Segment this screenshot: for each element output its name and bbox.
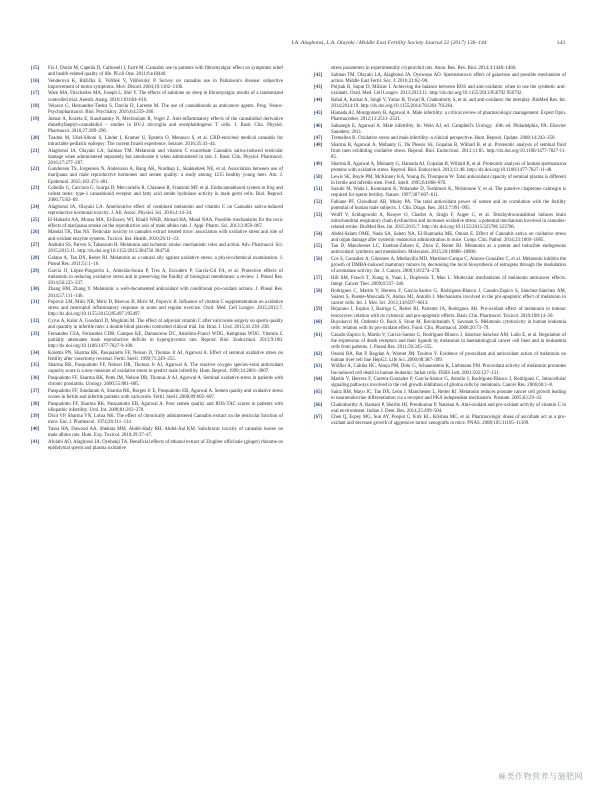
reference-entry: [31, 402, 283, 414]
reference-number: [50]: [314, 174, 323, 180]
reference-text: Popovic LM, Mitic NR, Miric D, Bisevac B, Miric M, Popovic B. Influence of vitamin C supplementation on oxidative stress and neutrophil inflammatory response in acute and regular exercise. Oxid. Med. Cell Longev. 2015;2015:7. http://dx.doi.org/10.1155/2015/295497 295497.: [48, 300, 283, 318]
reference-text: Sharma RK, Pasqualotto FF, Nelson DR, Thomas Jr AJ, Agarwal A. The reactive oxygen species–total antioxidant capacity score is a new measure of oxidative stress to predict male infertility. Hum. Reprod. 1999;14:2801–2807.: [48, 363, 283, 375]
reference-text: Sharma R, Agarwal A, Mohanty G, Du Plessis SS, Gopalan B, Willard B, et al. Proteomic analysis of seminal fluid from men exhibiting oxidative stress. Reprod. Biol. Endocrinol. 2013;11:85. http://dx.doi.org/10.1186/1477-7827-11-85.: [331, 142, 566, 161]
reference-text: Cobellis G, Cacciola G, Scarpa D, Meccariello R, Chianese R, Franzoni MF, et al. Endocannabinoid system in frog and rodent testis: type-1 cannabinoid receptor and fatty acid amide hydrolase activity in male germ cells. Biol. Reprod. 2006;75:82–89.: [48, 186, 283, 204]
reference-text: Suzuki M, Wada I, Kominami K, Watanabe D, Toshimori K, Nishimune Y, et al. The putative chaperone calmegin is required for sperm fertility. Nature. 1997;387:607–611.: [331, 187, 566, 199]
reference-entry: [31, 363, 283, 375]
reference-entry: [314, 213, 566, 231]
reference-text: Galano A, Tan DX, Reiter RJ. Melatonin as a natural ally against oxidative stress: a physicochemical examination. J. Pineal Res. 2011;51:1–16.: [48, 255, 283, 268]
reference-entry: [314, 289, 566, 307]
reference-text: Rahal A, Kumar A, Singh V, Yadav B, Tiwari R, Chakraborty S, et al. and anti-oxidants: the interplay. BioMed Res. Int. 2014;2014:19. http://dx.doi.org/10.1155/2014/761264 761264.: [331, 98, 566, 110]
reference-text: Wölfler A, Caluba HC, Abuja PM, Dohr G, Schauenstein K, Liebmann PM. Prooxidant activity of melatonin promotes fas-induced cell death in human leukemic Jurkat cells. FEBS Lett. 2001;502:127–131.: [331, 364, 566, 376]
reference-number: [42]: [314, 72, 323, 78]
reference-entry: [31, 136, 283, 148]
reference-text: Afolabi AO, Alagbonsi IA, Oyebanji TA. Beneficial effects of ethanol extract of Zingiber officinale (ginger) rhizome on epididymal sperm and plasma oxidative: [48, 439, 283, 451]
reference-entry: [314, 320, 566, 332]
reference-text: Pasqualotto FF, Sharma RK, Pasqualotto EB, Agarwal A. Poor semen quality and ROS-TAC scores in patients with idiopathic infertility. Urol. Int. 2008;81:263–270.: [48, 401, 283, 413]
reference-text: Fabiane PF, Choudhari AR, Muley PA. The total antioxidant power of semen and its correlation with the fertility potential of human male subjects. J. Clin. Diagn. Res. 2013;7:991–995.: [331, 199, 566, 212]
reference-number: [18]: [31, 104, 40, 110]
reference-entry: [31, 186, 283, 204]
reference-number: [24]: [31, 204, 40, 210]
reference-text: Osseni RA, Rat P, Bogdan A, Warnet JM, Touitou Y. Evidence of prooxidant and antioxidant action of melatonin on human liver cell line HepG2. Life Sci. 2000;68:387–399.: [331, 351, 566, 363]
reference-number: [64]: [314, 377, 323, 383]
reference-entry: [31, 300, 283, 318]
reference-number: [39]: [31, 414, 40, 420]
reference-text: Bejarano I, Espino J, Barriga C, Reiter RJ, Pariente JA, Rodríguez AB. Pro-oxidant effect of melatonin in tumour leucocytes: relation with its cytotoxic and pro-apoptotic effects. Basic Clin. Pharmacol. Toxicol. 2010;108:14–20.: [331, 307, 566, 319]
reference-text: Abdel-Salam OME, Nada SA, Salem NA, El-Shamarka ME, Omara E. Effect of Cannabis sativa on oxidative stress and organ damage after systemic endotoxin administration in mice. Comp. Clin. Pathol. 2014;23:1069–1085.: [331, 231, 566, 243]
reference-entry: [314, 307, 566, 319]
reference-number: [59]: [314, 307, 323, 313]
reference-text: Buyukavci M, Ozdemir O, Buck S, Stout M, Ravindranath Y, Savasan S. Melatonin cytotoxicity in human leukemia cells: relation with its pro-oxidant effect. Fund. Clin. Pharmacol. 2006;20:73–79.: [331, 320, 566, 332]
reference-entry: [314, 175, 566, 187]
running-title: I.A. Alagbonsi, L.A. Olayaki / Middle East Fertility Society Journal 22 (2017) 136–144: [291, 40, 487, 46]
reference-entry: [314, 98, 566, 110]
reference-entry: [314, 333, 566, 351]
reference-number: [62]: [314, 351, 323, 357]
reference-number: [33]: [31, 331, 40, 337]
reference-number: [29]: [31, 268, 40, 274]
reference-number: [65]: [314, 389, 323, 395]
reference-number: [47]: [314, 136, 323, 142]
reference-text: Salman TM, Olayaki LA, Alagbonsi IA, Oyewopo AO. Spermatotoxic effect of galactose and possible mechanism of action. Middle East Fertil. Soc. J. 2016;21:82–90.: [331, 72, 566, 84]
reference-entry: [31, 117, 283, 135]
reference-number: [15]: [31, 66, 40, 71]
reference-number: [53]: [314, 212, 323, 218]
reference-text: Venderová K, Růžička E, Voříšek V, Višňovský P. Survey on cannabis use in Parkinson's disease: subjective improvement of motor symptoms. Mov. Disord. 2004;19:1102–1106.: [48, 78, 283, 90]
reference-entry: [31, 332, 283, 350]
reference-entry: [31, 440, 283, 452]
watermark-text: 麻类作物营养与施肥网: [498, 772, 583, 781]
references-right-column: [314, 66, 566, 428]
reference-text: Sharma R, Agarwal A, Mohanty G, Hamada AJ, Gopalan B, Willard B, et al. Proteomic analysis of human spermatozoa proteins with oxidative stress. Reprod. Biol. Endocrinol. 2013;11:48. http://dx.doi.org/10.1186/1477-7827-11-48.: [331, 161, 566, 173]
reference-entry: [314, 257, 566, 275]
reference-text: Dixit VP, Sharma VN, Lohia NK. The effect of chronically administered Cannabis extract on the testicular function of mice. Eur. J. Pharmacol. 1974;26:111–114.: [48, 414, 283, 426]
reference-text: Poljsak B, Suput D, Milisav I. Achieving the balance between ROS and anti-oxidants: when to use the synthetic anti-oxidants. Oxid. Med. Cell Longev. 2013;2013:11. http://dx.doi.org/10.1155/2013/956792 956792.: [331, 85, 566, 97]
reference-number: [49]: [314, 161, 323, 167]
reference-text: Tremellen K. Oxidative stress and male infertility–a clinical perspective. Hum. Reprod. Update. 2008;14:243–258.: [331, 136, 556, 142]
reference-text: Chen Q, Espey MG, Sun AY, Pooput C, Kirk KL, Krishna MC, et al. Pharmacologic doses of ascorbate act as a pro-oxidant and decrease growth of aggressive tumor xenografts in mice. PNAS. 2008;105:11105–11109.: [331, 415, 566, 427]
reference-text: Cos S, González A, Güezmes A, Mediavilla MD, Martínez-Campa C, Alonso-González C, et al. Melatonin inhibits the growth of DMBA-induced mammary tumors by decreasing the local biosynthesis of estrogens through the modulation of aromatase activity. Int. J. Cancer. 2006;118:274–278.: [331, 257, 566, 275]
reference-text: Tzadok M, Uliel-Siboni S, Linder I, Kramer U, Epstein O, Menascu S, et al. CBD-enriched medical cannabis for intractable pediatric epilepsy: The current Israeli experience. Seizure. 2016;35:41–44.: [48, 135, 283, 147]
reference-entry: [31, 427, 283, 439]
reference-entry: [31, 256, 283, 268]
reference-text: Fiz J, Durán M, Capellà D, Carbonell J, Farré M. Cannabis use in patients with fibromyalgia: effect on symptoms relief and health-related quality of life. PLoS One. 2011;6:e18440.: [48, 66, 283, 78]
reference-entry: [31, 269, 283, 287]
reference-entry: [31, 66, 283, 78]
reference-number: [28]: [31, 255, 40, 261]
reference-number: [26]: [31, 230, 40, 236]
reference-text: Cyrus A, Kabir A, Goodarzi D, Moghimi M. The effect of adjuvant vitamin C after varicocele surgery on sperm quality and quantity in infertile men: a double blind placebo controlled clinical trial. Int. Braz. J. Urol. 2015;41:230–238.: [48, 319, 283, 331]
reference-number: [38]: [31, 401, 40, 407]
reference-text: Mandal TK, Das NS. Testicular toxicity in cannabis extract treated mice: association with oxidative stress and role of anti-oxidant enzyme systems. Toxicol. Ind. Health. 2010;26:11–23.: [48, 230, 283, 242]
reference-entry: [314, 124, 566, 136]
reference-entry: [31, 104, 283, 116]
reference-text: Hamada AJ, Montgomery B, Agarwal A. Male infertility: a critical review of pharmacologic management. Expert Opin. Pharmacother. 2012;13:2511–2531.: [331, 110, 566, 122]
reference-number: [37]: [31, 388, 40, 394]
reference-entry: [314, 85, 566, 97]
reference-entry: [314, 415, 566, 427]
reference-entry: [314, 73, 566, 85]
reference-text: Casado-Zapico S, Martín V, García-Santos G, Rodríguez-Blanco J, Sánchez-Sánchez AM, Luño E, et al. Regulation of the expression of death receptors and their ligands by melatonin in haematological cancer cell lines and in leukaemia cells from patients. J. Pineal Res. 2011;50:345–355.: [331, 332, 566, 351]
reference-entry: [31, 167, 283, 185]
reference-number: [36]: [31, 376, 40, 382]
reference-entry: [314, 66, 566, 72]
reference-number: [61]: [314, 332, 323, 338]
reference-entry: [314, 364, 566, 376]
reference-entry: [314, 244, 566, 256]
reference-text: Sainz RM, Mayo JC, Tan DX, León J, Manchester L, Reiter RJ. Melatonin reduces prostate cancer cell growth leading to neuroendocrine differentiation via a receptor and PKA independent mechanism. Prostate. 2005;63:29–43.: [331, 389, 566, 401]
reference-entry: [31, 351, 283, 363]
reference-text: Andrabi SS, Parvez S, Tabassum H. Melatonin and ischemic stroke: mechanistic roles and action. Adv. Pharmacol. Sci. 2015;2015:11. http://dx.doi.org/10.1155/2015/384750 384750.: [48, 243, 283, 255]
reference-entry: [314, 390, 566, 402]
reference-entry: [31, 376, 283, 388]
reference-text: Hill SM, Frasch T, Xiang S, Yuan L, Duplessis T, Mao L. Molecular mechanisms of melatonin anticancer effects. Integr. Cancer Ther. 2009;8:337–346.: [331, 275, 566, 287]
reference-text: El-Habashi AA, Mousa MA, El-Esawy WI, Khalil WKB, Ahmad HA, Mead NAA. Possible mechanisms for the toxic effects of marijuana smoke on the reproductive axis of male albino rats. J. Appl. Pharm. Sci. 2013;3:059–067.: [48, 217, 283, 229]
reference-number: [52]: [314, 199, 323, 205]
reference-number: [57]: [314, 275, 323, 281]
reference-entry: [314, 136, 566, 142]
reference-entry: [314, 403, 566, 415]
reference-number: [25]: [31, 217, 40, 223]
reference-number: [16]: [31, 78, 40, 84]
reference-number: [34]: [31, 350, 40, 356]
references-left-column: [31, 66, 283, 452]
reference-number: [22]: [31, 167, 40, 173]
reference-number: [20]: [31, 135, 40, 141]
reference-text: Zhang HM, Zhang Y. Melatonin: a well-documented antioxidant with conditional pro-oxidant actions. J. Pineal Res. 2014;57:131–146.: [48, 287, 283, 299]
reference-number: [46]: [314, 123, 323, 129]
reference-number: [44]: [314, 98, 323, 104]
reference-number: [45]: [314, 110, 323, 116]
reference-number: [51]: [314, 187, 323, 193]
reference-text: Alagbonsi IA, Olayaki LA, Salman TM. Melatonin and vitamin C exacerbate Cannabis sativa-induced testicular damage when administered separately but ameliorate it when administered in rats. J. Basic Clin. Physiol. Pharmacol. 2016;27:277–287.: [48, 148, 283, 166]
reference-text: Rodríguez C, Martín V, Herrera F, García-Santos G, Rodríguez-Blanco J, Casado-Zapico S, Sánchez-Sánchez AM, Suárez S, Puente-Moncada N, Anítua MJ, Antolín I. Mechanisms involved in the pro-apoptotic effect of melatonin in cancer cells. Int. J. Mol. Sci. 2013;14:6597–6613.: [331, 288, 566, 306]
reference-number: [30]: [31, 287, 40, 293]
reference-number: [41]: [31, 439, 40, 445]
reference-entry: [314, 111, 566, 123]
reference-text: Velasco G, Hernandez-Tiedra S, Davila D, Lorente M. The use of cannabinoids as anticancer agents. Prog. Neuro-Psychopharmacol. Biol. Psychiatry. 2016;64:259–266.: [48, 104, 283, 116]
reference-text: Yassa HA, Dawood AA, Shehata MM, Abdel-Hady RH, Abdel-Aal KM. Subchronic toxicity of cannabis leaves on male albino rats. Hum. Exp. Toxicol. 2010;29:37–47.: [48, 427, 283, 439]
reference-entry: [314, 162, 566, 174]
reference-entry: [314, 232, 566, 244]
reference-number: [32]: [31, 319, 40, 325]
reference-text: Martín V, Herrera F, Carrera-Gonzalez P, García-Santos G, Antolín I, Rodríguez-Blanco J, Rodríguez C. Intracellular signaling pathways involved in the cell growth inhibition of glioma cells by melatonin. Cancer Res. 2006;66:1–8.: [331, 377, 566, 389]
reference-number: [58]: [314, 288, 323, 294]
reference-number: [31]: [31, 300, 40, 306]
reference-number: [56]: [314, 257, 323, 263]
reference-text: Lewis SE, Boyle PM, McKinney KA, Young IS, Thompson W. Total antioxidant capacity of seminal plasma is different in fertile and infertile men. Fertil. Steril. 1995;64:868–870.: [331, 174, 566, 186]
reference-number: [314, 66, 331, 72]
reference-text: Chakraborthy A, Ramani P, Sherlin HJ, Premkumar P, Natesan A. Anti-oxidant and pro-oxidant activity of vitamin C in oral environment. Indian J. Dent. Res. 2014;25:499–504.: [331, 402, 566, 414]
reference-number: [27]: [31, 243, 40, 249]
reference-entry: [31, 205, 283, 217]
reference-number: [66]: [314, 402, 323, 408]
reference-number: [19]: [31, 116, 40, 122]
reference-entry: [31, 389, 283, 401]
reference-text: Gundersen TS, Jorgensen N, Andersson A, Bang AK, Nordkap L, Skakkebæk NE, et al. Association between use of marijuana and male reproductive hormones and semen quality: a study among 1215 healthy young men. Am. J. Epidemiol. 2015;182:473–481.: [48, 167, 283, 185]
reference-entry: [31, 230, 283, 242]
reference-text: Wolff V, Schlagowski A, Rouyer O, Charles A, Singh F, Auger C, et al. Tetrahydrocannabinol induces brain mitochondrial respiratory chain dysfunction and increases oxidative stress: a potential mechanism involved in cannabis-related stroke. BioMed Res. Int. 2015;2015:7. http://dx.doi.org/10.1155/2015/323706 323706.: [331, 212, 566, 230]
reference-entry: [314, 200, 566, 212]
reference-text: Pasqualotto FF, Sundaram A, Sharma RK, Borges Jr E, Pasqualotto EB, Agarwal A. Semen quality and oxidative stress scores in fertile and infertile patients with varicocele. Fertil. Steril. 2008;89:602–607.: [48, 388, 283, 400]
reference-entry: [31, 79, 283, 91]
reference-text: García JJ, López-Pingarrón L, Almeida-Souza P, Tres A, Escudero P, García-Gil FA, et al. Protective effects of melatonin in reducing oxidative stress and in preserving the fluidity of biological membranes: a review. J. Pineal Res. 2014;56:225–237.: [48, 268, 283, 286]
reference-entry: [314, 143, 566, 161]
reference-number: [48]: [314, 142, 323, 148]
reference-entry: [31, 243, 283, 255]
reference-entry: [314, 276, 566, 288]
reference-entry: [31, 218, 283, 230]
reference-text: Ware MA, Fitzcharles MA, Joseph L, Shir Y. The effects of nabilone on sleep in fibromyalgia: results of a randomized controlled trial. Anesth. Analg. 2010;110:604–610.: [48, 91, 283, 103]
reference-number: [17]: [31, 91, 40, 97]
reference-text: Tan D, Manchester LC, Esteban-Zubero E, Zhou Z, Reiter RJ. Melatonin as a potent and inducible endogenous antioxidant: synthesis and metabolism. Molecules. 2015;20:18886–18906.: [331, 244, 566, 256]
reference-text: Pasqualotto FF, Sharma RK, Potts JM, Nelson DR, Thomas Jr AJ, Agarwal A. Seminal oxidative stress in patients with chronic prostatitis. Urology. 2000;55:881–885.: [48, 376, 283, 388]
reference-entry: [31, 319, 283, 331]
running-header: [30, 40, 565, 52]
reference-number: [60]: [314, 320, 323, 326]
reference-text: Fernandes CSA, Fernandez CDB, Campos KE, Damasceno DC, Anselmo-Franci WDG, Kempinas WDG. Vitamin C partially attenuates male reproductive deficits in hyperglycemic rats. Reprod. Biol. Endocrinol. 2011;9:100. http://dx.doi.org/10.1186/1477-7827-9-100.: [48, 331, 283, 349]
reference-text: Sabanegh E, Agarwal A. Male infertility. In: Wein AJ, ed. Campbell's Urology. 10th ed. Philadelphia, PA: Elsevier Saunders; 2011.: [331, 123, 566, 135]
reference-number: [35]: [31, 363, 40, 369]
reference-entry: [31, 414, 283, 426]
reference-entry: [314, 187, 566, 199]
reference-entry: [314, 377, 566, 389]
reference-entry: [31, 149, 283, 167]
reference-number: [21]: [31, 148, 40, 154]
reference-entry: [314, 352, 566, 364]
reference-text: Juknat A, Kozela E, Kaushansky N, Mechoulam R, Vogel Z. Anti-inflammatory effects of the cannabidiol derivative dimethylheptyl-cannabidiol – studies in BV-2 microglia and encephalitogenic T cells. J. Basic Clin. Physiol. Pharmacol. 2016;27:289–296.: [48, 116, 283, 135]
reference-number: [43]: [314, 85, 323, 91]
reference-number: [40]: [31, 427, 40, 433]
reference-entry: [31, 91, 283, 103]
reference-number: [23]: [31, 186, 40, 192]
reference-text: stress parameters in experimentally cryptorchid rats. Annu. Res. Rev. Biol. 2014;4:1448–1460.: [331, 66, 517, 71]
reference-number: [55]: [314, 244, 323, 250]
reference-text: Kolettis PN, Sharma RK, Pasqualotto FF, Nelson D, Thomas Jr AJ, Agarwal A. Effect of seminal oxidative stress on fertility after vasectomy reversal. Fertil. Steril. 1999;71:249–255.: [48, 350, 283, 362]
reference-number: [67]: [314, 415, 323, 421]
page-number: 143: [556, 40, 565, 46]
reference-number: [54]: [314, 231, 323, 237]
reference-entry: [31, 287, 283, 299]
reference-text: Alagbonsi IA, Olayaki LA. Ameliorative effect of combined melatonin and vitamin C on Cannabis sativa-induced reproductive hormonal toxicity. J. Afr. Assoc. Physiol. Sci. 2016;4:14–24.: [48, 204, 283, 217]
reference-number: [63]: [314, 364, 323, 370]
